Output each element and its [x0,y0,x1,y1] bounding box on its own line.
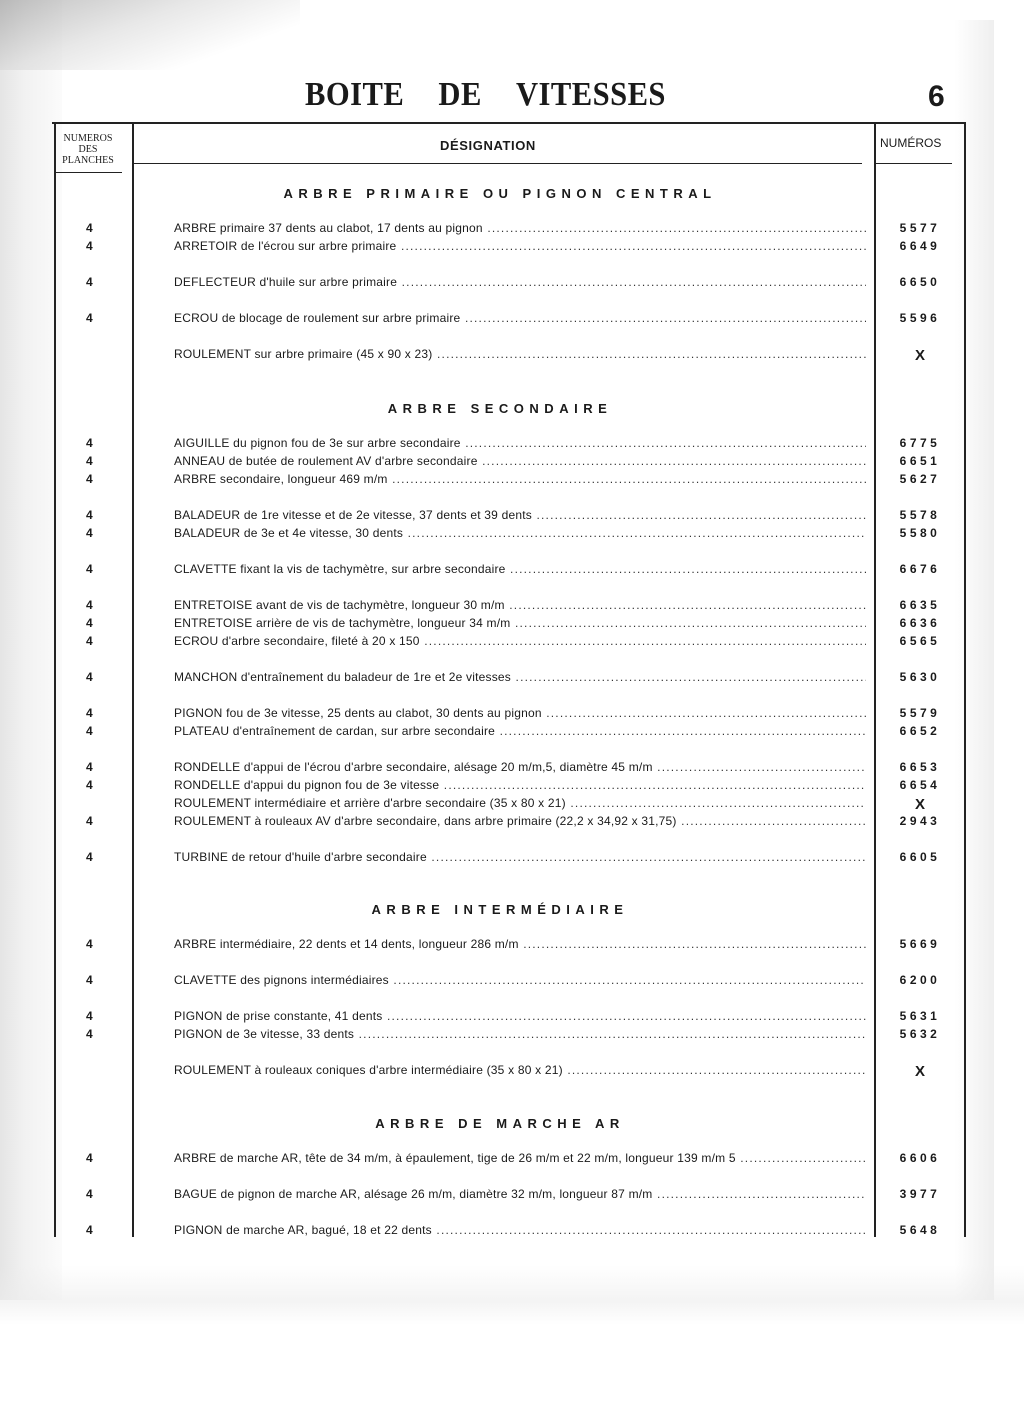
designation [174,634,866,648]
planche-number: 4 [86,760,93,774]
part-number: 6652 [899,724,941,738]
designation [174,526,866,540]
table-row [0,454,1024,472]
part-number: 6775 [899,436,941,450]
designation [174,724,866,738]
designation-text: BALADEUR de 3e et 4e vitesse, 30 dents [174,526,404,540]
table-row [0,526,1024,544]
planche-number: 4 [86,311,93,325]
part-number: 6676 [899,562,941,576]
designation [174,814,866,828]
planche-number: 4 [86,814,93,828]
table-row [0,706,1024,724]
table-row [0,472,1024,490]
planche-number: 4 [86,436,93,450]
designation-text: MANCHON d'entraînement du baladeur de 1re et 2e vitesses [174,670,511,684]
part-number: X [914,347,925,364]
title-word: DE [438,76,482,113]
designation [174,221,866,235]
designation [174,508,866,522]
header-rule-planches [54,172,122,173]
title-rule [52,122,966,124]
table-row [0,562,1024,580]
part-number: 6636 [899,616,941,630]
table-row [0,760,1024,778]
table-row [0,634,1024,652]
table-row [0,239,1024,257]
section-title: ARBRE SECONDAIRE [387,401,613,416]
part-number: 2943 [899,814,941,828]
designation [174,1009,866,1023]
planche-number: 4 [86,239,93,253]
part-number: X [914,1063,925,1080]
designation-text: BAGUE de pignon de marche AR, alésage 26 m/m, diamètre 32 m/m, longueur 87 m/m [174,1187,653,1201]
table-row [0,724,1024,742]
planche-number: 4 [86,1009,93,1023]
designation-text: PIGNON de prise constante, 41 dents [174,1009,383,1023]
section-title: ARBRE INTERMÉDIAIRE [371,902,629,917]
designation-text: CLAVETTE fixant la vis de tachymètre, sur arbre secondaire [174,562,506,576]
scan-shadow-right [954,20,994,1300]
planche-number: 4 [86,472,93,486]
table-row [0,221,1024,239]
designation-text: ECROU de blocage de roulement sur arbre primaire [174,311,461,325]
designation-text: ECROU d'arbre secondaire, fileté à 20 x 150 [174,634,420,648]
planche-number: 4 [86,454,93,468]
designation-text: PIGNON de marche AR, bagué, 18 et 22 dents [174,1223,432,1237]
column-header-designation: DÉSIGNATION [440,138,536,153]
part-number: 6200 [899,973,941,987]
table-row [0,973,1024,991]
designation-text: TURBINE de retour d'huile d'arbre secondaire [174,850,427,864]
scan-shadow-top [0,0,300,70]
designation-text: ARBRE de marche AR, tête de 34 m/m, à épaulement, tige de 26 m/m et 22 m/m, longueur 139 m/m 5 [174,1151,736,1165]
part-number: 6605 [899,850,941,864]
planche-number: 4 [86,1027,93,1041]
part-number: 3977 [899,1187,941,1201]
designation [174,454,866,468]
part-number: 6635 [899,598,941,612]
planche-number: 4 [86,706,93,720]
table-row [0,937,1024,955]
designation-text: ANNEAU de butée de roulement AV d'arbre secondaire [174,454,478,468]
part-number: 5578 [899,508,941,522]
part-number: X [914,796,925,813]
designation-text: ARBRE primaire 37 dents au clabot, 17 dents au pignon [174,221,483,235]
designation-text: DEFLECTEUR d'huile sur arbre primaire [174,275,398,289]
title-word: BOITE [305,76,405,113]
designation [174,311,866,325]
planche-number: 4 [86,724,93,738]
designation-text: ENTRETOISE avant de vis de tachymètre, longueur 30 m/m [174,598,505,612]
table-row [0,1027,1024,1045]
part-number: 6650 [899,275,941,289]
designation [174,796,866,810]
designation-text: AIGUILLE du pignon fou de 3e sur arbre secondaire [174,436,461,450]
planche-number: 4 [86,616,93,630]
designation [174,562,866,576]
designation [174,850,866,864]
table-row [0,1063,1024,1081]
part-number: 5577 [899,221,941,235]
planche-number: 4 [86,973,93,987]
designation [174,670,866,684]
table-row [0,1009,1024,1027]
planche-number: 4 [86,850,93,864]
table-row [0,616,1024,634]
table-row [0,814,1024,832]
designation-text: ARBRE secondaire, longueur 469 m/m [174,472,388,486]
table-row [0,1151,1024,1169]
part-number: 5596 [899,311,941,325]
designation-text: PIGNON fou de 3e vitesse, 25 dents au clabot, 30 dents au pignon [174,706,542,720]
table-row [0,275,1024,293]
designation [174,347,866,361]
designation [174,706,866,720]
designation [174,1151,866,1165]
table-row [0,778,1024,796]
designation [174,1027,866,1041]
part-number: 6654 [899,778,941,792]
part-number: 5579 [899,706,941,720]
table-row [0,436,1024,454]
table-row [0,670,1024,688]
planche-number: 4 [86,526,93,540]
designation-text: RONDELLE d'appui du pignon fou de 3e vitesse [174,778,440,792]
designation [174,275,866,289]
designation-text: ROULEMENT à rouleaux AV d'arbre secondaire, dans arbre primaire (22,2 x 34,92 x 31,75) [174,814,677,828]
designation [174,1063,866,1077]
designation [174,1187,866,1201]
designation [174,598,866,612]
column-header-planches [55,133,121,166]
part-number: 6565 [899,634,941,648]
planche-number: 4 [86,778,93,792]
scan-shadow-bottom [0,1265,1024,1325]
designation [174,1223,866,1237]
designation-text: PIGNON de 3e vitesse, 33 dents [174,1027,355,1041]
page-number: 6 [928,80,945,113]
part-number: 5627 [899,472,941,486]
designation [174,760,866,774]
part-number: 5631 [899,1009,941,1023]
section-title: ARBRE PRIMAIRE OU PIGNON CENTRAL [283,186,717,201]
designation [174,436,866,450]
section-title: ARBRE DE MARCHE AR [375,1116,625,1131]
planche-number: 4 [86,937,93,951]
planche-number: 4 [86,508,93,522]
part-number: 5632 [899,1027,941,1041]
table-row [0,796,1024,814]
header-rule-designation [132,163,862,164]
designation-text: RONDELLE d'appui de l'écrou d'arbre secondaire, alésage 20 m/m,5, diamètre 45 m/m [174,760,653,774]
planche-number: 4 [86,1223,93,1237]
table-row [0,508,1024,526]
designation [174,239,866,253]
designation-text: ARBRE intermédiaire, 22 dents et 14 dents, longueur 286 m/m [174,937,519,951]
part-number: 5580 [899,526,941,540]
table-row [0,850,1024,868]
table-row [0,347,1024,365]
header-rule-numeros [876,163,952,164]
designation-text: PLATEAU d'entraînement de cardan, sur arbre secondaire [174,724,496,738]
designation [174,937,866,951]
designation-text: BALADEUR de 1re vitesse et de 2e vitesse, 37 dents et 39 dents [174,508,532,522]
designation-text: ROULEMENT intermédiaire et arrière d'arbre secondaire (35 x 80 x 21) [174,796,566,810]
designation-text: ROULEMENT sur arbre primaire (45 x 90 x 23) [174,347,433,361]
planche-number: 4 [86,1187,93,1201]
designation [174,472,866,486]
column-header-numeros: NUMÉROS [880,136,942,150]
page-title [305,76,700,114]
header-line: DES [78,144,98,155]
planche-number: 4 [86,562,93,576]
planche-number: 4 [86,598,93,612]
title-word: VITESSES [516,76,666,113]
designation [174,616,866,630]
part-number: 6606 [899,1151,941,1165]
designation-text: ROULEMENT à rouleaux coniques d'arbre intermédiaire (35 x 80 x 21) [174,1063,563,1077]
part-number: 5648 [899,1223,941,1237]
part-number: 5669 [899,937,941,951]
part-number: 5630 [899,670,941,684]
designation [174,973,866,987]
header-line: NUMEROS [63,133,113,144]
planche-number: 4 [86,634,93,648]
planche-number: 4 [86,221,93,235]
table-row [0,1187,1024,1205]
designation [174,778,866,792]
planche-number: 4 [86,1151,93,1165]
part-number: 6653 [899,760,941,774]
table-row [0,1223,1024,1241]
table-row [0,311,1024,329]
part-number: 6649 [899,239,941,253]
designation-text: CLAVETTE des pignons intermédiaires [174,973,389,987]
planche-number: 4 [86,275,93,289]
designation-text: ARRETOIR de l'écrou sur arbre primaire [174,239,397,253]
part-number: 6651 [899,454,941,468]
designation-text: ENTRETOISE arrière de vis de tachymètre, longueur 34 m/m [174,616,511,630]
table-row [0,598,1024,616]
planche-number: 4 [86,670,93,684]
header-line: PLANCHES [62,155,114,166]
